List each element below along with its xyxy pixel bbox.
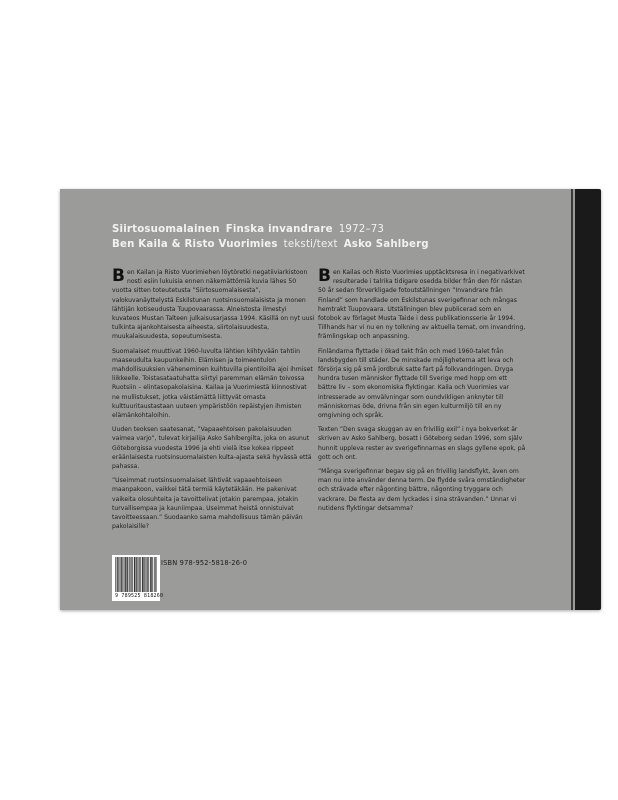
paragraph bbox=[318, 268, 526, 342]
title-line-1 bbox=[112, 222, 532, 237]
paragraph: Suomalaiset muuttivat 1960-luvulta lähtien kiihtyvään tahtiin maaseudulta kaupunkeihin. Elämisen ja toimeentulon mahdollisuuksien väheneminen kuihtuvilla pientiloilla ajoi ihmiset liikkeelle. Toistasataatuhatta siirtyi paremman elämän toivossa Ruotsiin – elintasopakolaisina. Kailaa ja Vuorimiestä kiinnostivat ne mullistukset, jotka väistämättä liittyvät omasta kulttuuritaustastaan uuteen ympäristöön repäistyjen ihmisten elämänkohtaloihin. bbox=[112, 347, 313, 420]
drop-cap: B bbox=[318, 266, 331, 286]
text-author: Asko Sahlberg bbox=[343, 239, 429, 250]
drop-cap: B bbox=[112, 266, 125, 286]
title-years: 1972–73 bbox=[338, 224, 385, 235]
paragraph: ”Många sverigefinnar begav sig på en frivillig landsflykt, även om man nu inte använder denna term. De flydde svåra omständigheter och strävade efter någonting bättre, någonting tryggare och vackrare. De flesta av dem lyckades i sina strävanden.” Unnar vi nutidens flyktingar detsamma? bbox=[318, 468, 526, 512]
title-finnish: Siirtosuomalainen bbox=[112, 224, 220, 235]
title-swedish: Finska invandrare bbox=[225, 224, 333, 235]
paragraph-text: en Kailan ja Risto Vuorimiehen löytöretki negatiiviarkistoon nosti esiin lukuisia ennen näkemättömiä kuvia lähes 50 vuotta sitten toteutetusta ”Siirtosuomalaisesta”, valokuvanäyttelystä Eskilstunan ruotsinsuomalaisista ja monen lähtijän kotiseudusta Tuupovaarassa. Alneistosta ilmestyi kuvateos Mustan Talteen julkaisusarjassa 1994. Käsillä on nyt uusi tulkinta ajankohtaisesta aiheesta, siirtolaisuudesta, muukalaisuudesta, sopeutumisesta. bbox=[112, 269, 315, 341]
barcode-digits: 9 789525 818260 bbox=[115, 593, 164, 599]
barcode bbox=[112, 555, 164, 601]
paragraph: Finländarna flyttade i ökad takt från och med 1960-talet från landsbygden till städer. De minskade möjligheterna att leva och försörja sig på små jordbruk satte fart på folkvandringen. Dryga hundra tusen människor flyttade till Sverige med hopp om ett bättre liv – som ekonomiska flyktingar. Kaila och Vuorimies var intresserade av omvälvningar som oundvikligen anknyter till människornas öde, drivna från sin egen kulturmiljö till en ny omgivning och språk. bbox=[318, 347, 514, 420]
barcode-bars bbox=[115, 557, 157, 592]
paragraph bbox=[112, 268, 315, 342]
paragraph-text: en Kailas och Risto Vuorimies upptäcktsresa in i negativarkivet resulterade i talrika tidigare osedda bilder från den för nästan 50 år sedan förverkligade fotoutställningen ”Invandrare från Finland” som handlade om Eskilstunas sverigefinnar och mångas hemtrakt Tuupovaara. Utställningen blev publicerad som en fotobok av förlaget Musta Taide i dess publikationsserie år 1994. Tillhands har vi nu en ny tolkning av aktuella temat, om invandring, främlingskap och anpassning. bbox=[318, 269, 526, 341]
swedish-text-column bbox=[318, 268, 526, 518]
paragraph: ”Useimmat ruotsinsuomalaiset lähtivät vapaaehtoiseen maanpakoon, vaikkei tätä termiä käytetäkään. He pakenivat vaikeita olosuhteita ja tavoittelivat jotakin parempaa, jotakin turvallisempaa ja kauniimpaa. Useimmat heistä onnistuivat tavoitteessaan.” Suodaanko sama mahdollisuus tämän päivän pakolaisille? bbox=[112, 477, 303, 531]
isbn: ISBN 978-952-5818-26-0 bbox=[161, 559, 248, 567]
paragraph: Uuden teoksen saatesanat, ”Vapaaehtoisen pakolaisuuden vaimea varjo”, tulevat kirjailija Asko Sahlbergilta, joka on asunut Göteborgissa vuodesta 1996 ja ehti vielä itse kokea rippeet eräänlaisesta ruotsinsuomalaisten kulta-ajasta sekä hyvässä että pahassa. bbox=[112, 426, 312, 471]
title-line-2 bbox=[112, 237, 532, 252]
spine-edge bbox=[571, 189, 573, 610]
title-block bbox=[112, 222, 532, 252]
finnish-text-column bbox=[112, 268, 315, 536]
authors: Ben Kaila & Risto Vuorimies bbox=[112, 239, 278, 250]
paragraph: Texten ”Den svaga skuggan av en frivillig exil” i nya bokverket är skriven av Asko Sahlberg, bosatt i Göteborg sedan 1996, som själv hunnit uppleva rester av sverigefinnarnas en slags gyllene epok, på gott och ont. bbox=[318, 426, 526, 461]
text-label: teksti/text bbox=[283, 239, 338, 250]
